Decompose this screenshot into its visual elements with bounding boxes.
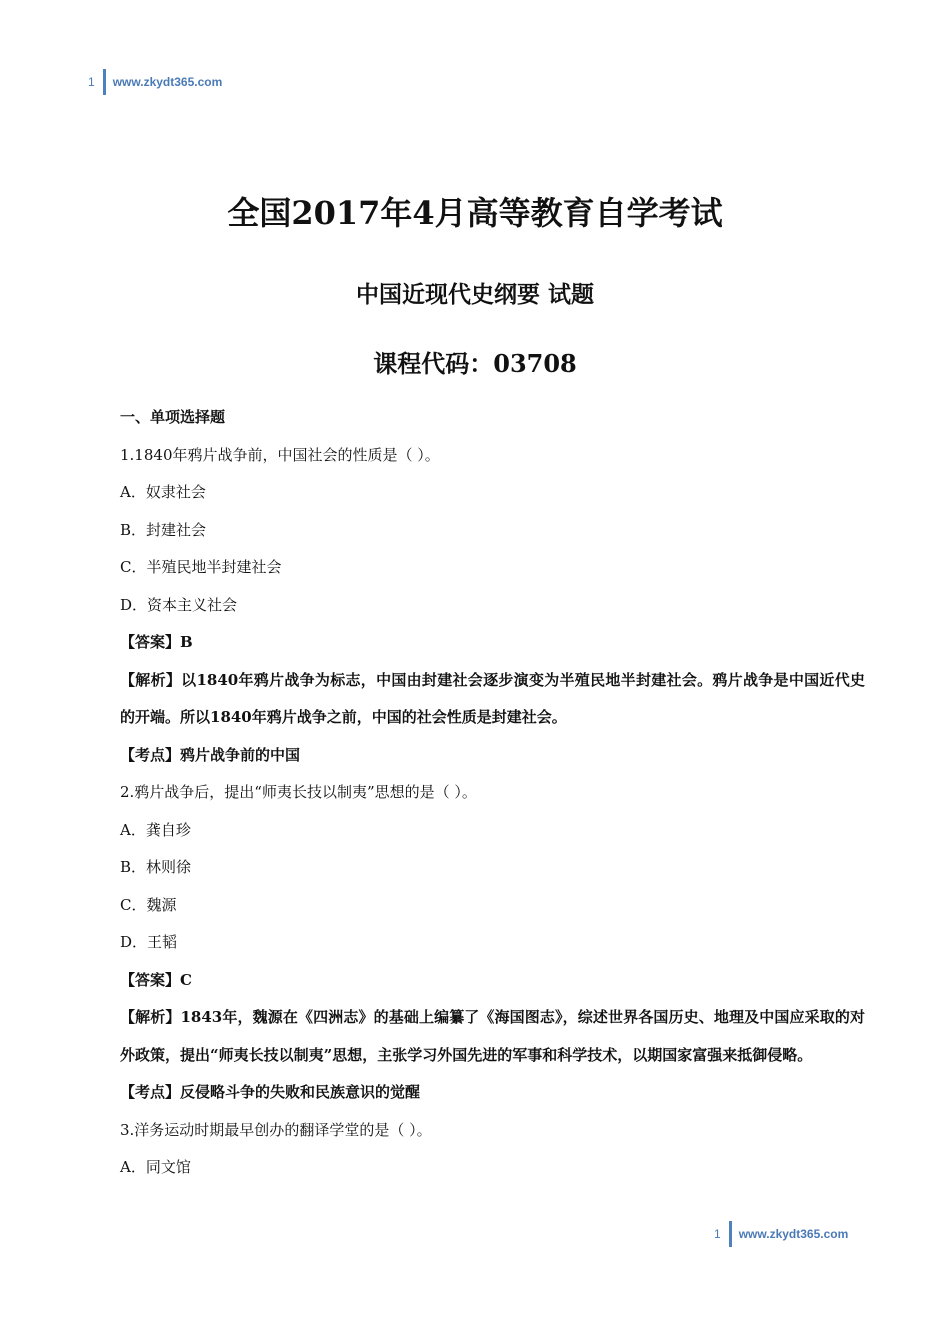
question-1: 1.1840年鸦片战争前，中国社会的性质是（ ）。 (120, 445, 440, 464)
q3-option-a: A．同文馆 (120, 1158, 191, 1176)
question-3: 3.洋务运动时期最早创办的翻译学堂的是（ ）。 (120, 1120, 432, 1139)
q1-option-c: C．半殖民地半封建社会 (120, 558, 282, 576)
q1-answer: 【答案】B (120, 633, 193, 651)
q2-option-a: A．龚自珍 (120, 820, 191, 839)
q2-analysis: 【解析】1843年，魏源在《四洲志》的基础上编纂了《海国图志》，综述世界各国历史、地理及中国应采取的对外政策，提出“师夷长技以制夷”思想，主张学习外国先进的军事和科学技术，以期国家富强来抵御侵略。 (120, 1008, 865, 1064)
q1-point: 【考点】鸦片战争前的中国 (120, 745, 301, 764)
section-heading: 一、单项选择题 (120, 408, 226, 426)
q2-option-b: B．林则徐 (120, 858, 192, 876)
q2-option-c: C．魏源 (120, 895, 177, 914)
header-url: www.zkydt365.com (112, 75, 223, 89)
exam-subtitle: 中国近现代史纲要 试题 (355, 281, 594, 308)
course-code: 课程代码：03708 (373, 349, 577, 378)
q1-option-d: D．资本主义社会 (120, 595, 238, 614)
footer-divider (729, 1221, 732, 1247)
page-footer (714, 1221, 848, 1247)
header-divider (103, 69, 106, 95)
q2-option-d: D．王韬 (120, 933, 178, 951)
question-2: 2.鸦片战争后，提出“师夷长技以制夷”思想的是（ ）。 (120, 783, 477, 801)
q1-option-a: A．奴隶社会 (120, 483, 206, 501)
footer-page-number: 1 (714, 1227, 721, 1241)
exam-content (120, 399, 865, 1187)
q2-point: 【考点】反侵略斗争的失败和民族意识的觉醒 (120, 1083, 421, 1101)
q1-analysis: 【解析】以1840年鸦片战争为标志，中国由封建社会逐步演变为半殖民地半封建社会。鸦片战争是中国近代史的开端。所以1840年鸦片战争之前，中国的社会性质是封建社会。 (120, 670, 865, 726)
q1-option-b: B．封建社会 (120, 520, 207, 539)
q2-answer: 【答案】C (120, 970, 192, 989)
header-page-number: 1 (88, 75, 95, 89)
page-header (88, 69, 222, 95)
exam-title: 全国2017年4月高等教育自学考试 (227, 194, 723, 232)
footer-url: www.zkydt365.com (738, 1227, 849, 1241)
